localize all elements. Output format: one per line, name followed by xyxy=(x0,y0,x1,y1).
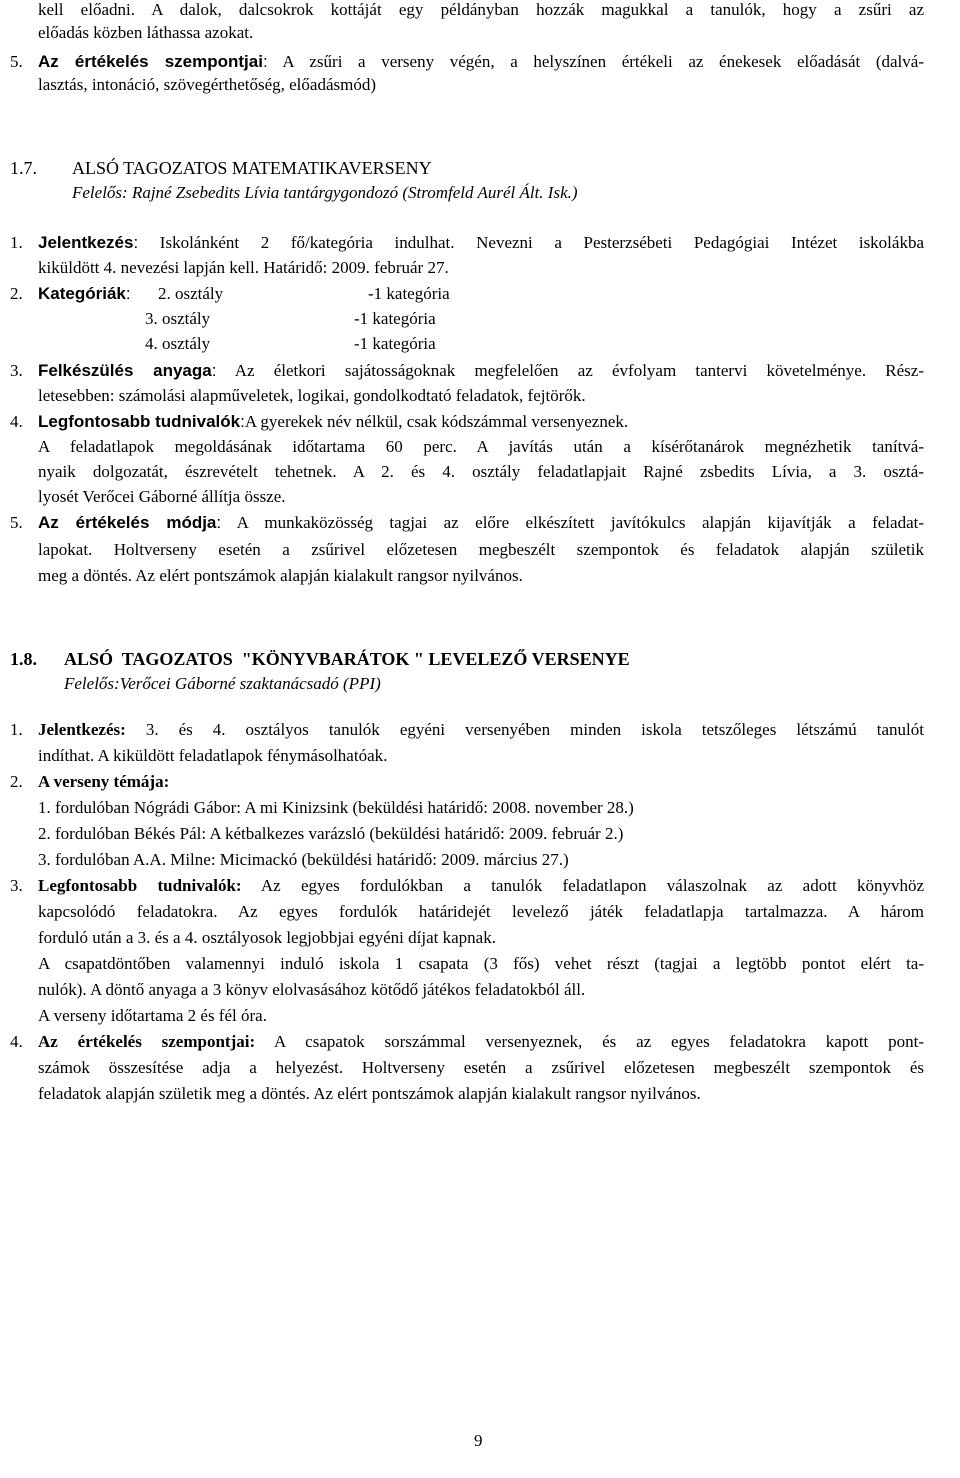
colon: : xyxy=(240,412,245,431)
item-text: A munkaközösség tagjai az előre elkészített javítókulcs alapján kijavítják a feladat- xyxy=(221,513,924,532)
category-grade: 4. osztály xyxy=(145,334,211,353)
paragraph-line: lasztás, intonáció, szövegérthetőség, előadásmód) xyxy=(38,75,376,94)
item-label: A verseny témája: xyxy=(38,772,170,791)
list-item xyxy=(38,876,924,896)
category-grade: 2. osztály xyxy=(158,284,224,303)
round-line: 3. fordulóban A.A. Milne: Micimackó (beküldési határidő: 2009. március 27.) xyxy=(38,850,569,869)
item-text: A zsűri a verseny végén, a helyszínen értékeli az énekesek előadását (dalvá- xyxy=(267,52,924,71)
paragraph-line: indíthat. A kiküldött feladatlapok fénymásolhatóak. xyxy=(38,746,388,765)
list-item xyxy=(38,412,628,432)
item-label: Legfontosabb tudnivalók xyxy=(38,412,241,431)
item-text: Az életkori sajátosságoknak megfelelően az évfolyam tantervi követelménye. Rész- xyxy=(216,361,924,380)
item-text: A gyerekek név nélkül, csak kódszámmal versenyeznek. xyxy=(244,412,629,431)
list-item xyxy=(38,1032,924,1052)
list-number: 1. xyxy=(10,233,23,252)
category-grade: 3. osztály xyxy=(145,309,211,328)
list-item xyxy=(38,284,131,304)
section-title: ALSÓ TAGOZATOS "KÖNYVBARÁTOK " LEVELEZŐ VERSENYE xyxy=(64,649,630,669)
list-number: 4. xyxy=(10,412,23,431)
colon: : xyxy=(125,284,131,303)
list-number: 2. xyxy=(10,284,23,303)
list-number: 1. xyxy=(10,720,23,739)
item-label: Legfontosabb tudnivalók: xyxy=(38,876,242,895)
list-item xyxy=(38,720,924,740)
item-label: Jelentkezés: xyxy=(38,720,126,739)
paragraph-line: letesebben: számolási alapműveletek, logikai, gondolkodtató feladatok, fejtörők. xyxy=(38,386,586,405)
paragraph-line: lapokat. Holtverseny esetén a zsűrivel előzetesen megbeszélt szempontok és feladatok alapján születik xyxy=(38,540,924,559)
category-count: -1 kategória xyxy=(354,334,436,353)
list-number: 5. xyxy=(10,52,23,71)
paragraph-line: kiküldött 4. nevezési lapján kell. Határidő: 2009. február 27. xyxy=(38,258,449,277)
list-number: 3. xyxy=(10,361,23,380)
paragraph-line: nyaik dolgozatát, észrevételt tehetnek. A 2. és 4. osztály feladatlapjait Rajné zsbedits Lívia, a 3. osztá- xyxy=(38,462,924,481)
list-number: 4. xyxy=(10,1032,23,1051)
paragraph-line: előadás közben láthassa azokat. xyxy=(38,23,254,42)
paragraph-line: feladatok alapján születik meg a döntés. Az elért pontszámok alapján kialakult rangsor nyilvános. xyxy=(38,1084,701,1103)
paragraph-line: kapcsolódó feladatokra. Az egyes fordulók határidejét levelező játék feladatlapja tartalmazza. A három xyxy=(38,902,924,921)
item-text: 3. és 4. osztályos tanulók egyéni versenyében minden iskola tetszőleges létszámú tanulót xyxy=(125,720,924,739)
list-number: 5. xyxy=(10,513,23,532)
list-item xyxy=(38,52,924,72)
round-line: 1. fordulóban Nógrádi Gábor: A mi Kinizsink (beküldési határidő: 2008. november 28.) xyxy=(38,798,634,817)
list-number: 3. xyxy=(10,876,23,895)
category-count: -1 kategória xyxy=(354,309,436,328)
paragraph-line: forduló után a 3. és a 4. osztályosok legjobbjai egyéni díjat kapnak. xyxy=(38,928,496,947)
item-text: A csapatok sorszámmal versenyeznek, és az egyes feladatokra kapott pont- xyxy=(255,1032,924,1051)
item-label: Jelentkezés xyxy=(38,233,134,252)
item-label: Az értékelés módja xyxy=(38,513,217,532)
item-text: Az egyes fordulókban a tanulók feladatlapon válaszolnak az adott könyvhöz xyxy=(241,876,924,895)
list-item xyxy=(38,361,924,381)
category-count: -1 kategória xyxy=(368,284,450,303)
section-responsible: Felelős: Rajné Zsebedits Lívia tantárgygondozó (Stromfeld Aurél Ált. Isk.) xyxy=(72,183,578,202)
page-number: 9 xyxy=(474,1431,483,1450)
colon: : xyxy=(216,513,222,532)
item-label: Kategóriák xyxy=(38,284,126,303)
colon: : xyxy=(133,233,139,252)
section-title: ALSÓ TAGOZATOS MATEMATIKAVERSENY xyxy=(72,158,432,178)
paragraph-line: meg a döntés. Az elért pontszámok alapján kialakult rangsor nyilvános. xyxy=(38,566,523,585)
colon: : xyxy=(262,52,268,71)
section-number: 1.8. xyxy=(10,649,37,669)
paragraph-line: lyosét Verőcei Gáborné állítja össze. xyxy=(38,487,286,506)
section-responsible: Felelős:Verőcei Gáborné szaktanácsadó (PPI) xyxy=(64,674,381,693)
item-label: Az értékelés szempontjai xyxy=(38,52,263,71)
item-label: Felkészülés anyaga xyxy=(38,361,212,380)
paragraph-line: A verseny időtartama 2 és fél óra. xyxy=(38,1006,267,1025)
list-item xyxy=(38,233,924,253)
paragraph-line: kell előadni. A dalok, dalcsokrok kottáját egy példányban hozzák magukkal a tanulók, hogy a zsűri az xyxy=(38,0,924,19)
paragraph-line: A feladatlapok megoldásának időtartama 60 perc. A javítás után a kísérőtanárok megnézhetik tanítvá- xyxy=(38,437,924,456)
paragraph-line: számok összesítése adja a helyezést. Holtverseny esetén a zsűrivel előzetesen megbeszélt szempontok és xyxy=(38,1058,924,1077)
paragraph-line: nulók). A döntő anyaga a 3 könyv elolvasásához kötődő játékos feladatokból áll. xyxy=(38,980,586,999)
round-line: 2. fordulóban Békés Pál: A kétbalkezes varázsló (beküldési határidő: 2009. február 2.) xyxy=(38,824,624,843)
colon: : xyxy=(211,361,217,380)
section-number: 1.7. xyxy=(10,158,37,178)
item-label: Az értékelés szempontjai: xyxy=(38,1032,256,1051)
list-item xyxy=(38,513,924,533)
item-text: Iskolánként 2 fő/kategória indulhat. Nevezni a Pesterzsébeti Pedagógiai Intézet iskolákba xyxy=(138,233,924,252)
list-number: 2. xyxy=(10,772,23,791)
paragraph-line: A csapatdöntőben valamennyi induló iskola 1 csapata (3 fős) vehet részt (tagjai a legtöbb pontot elért ta- xyxy=(38,954,924,973)
